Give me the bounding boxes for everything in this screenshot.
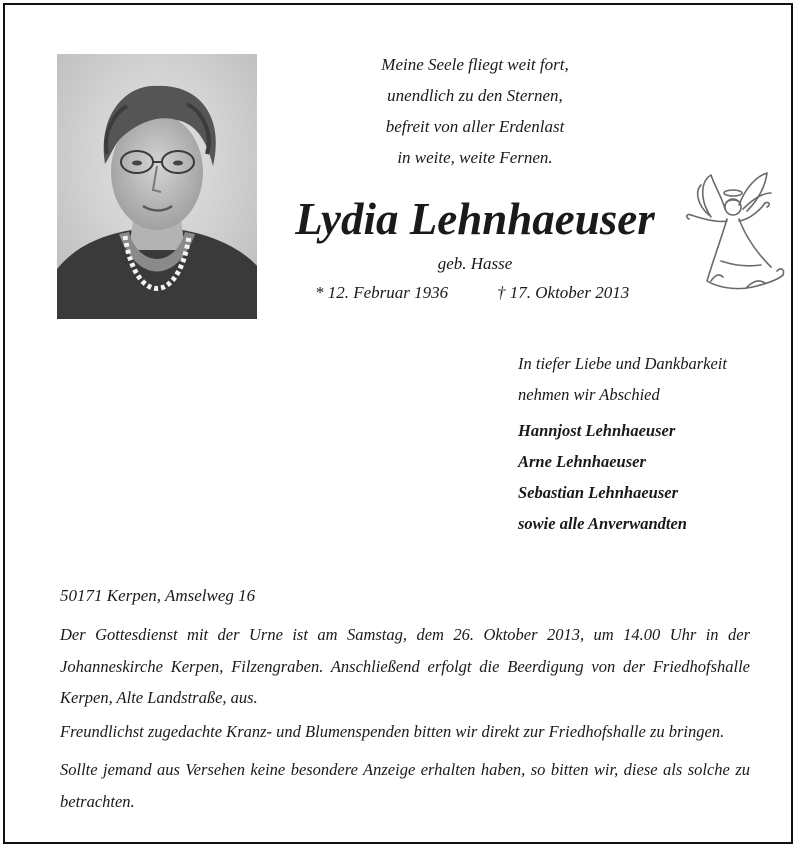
poem-line: befreit von aller Erdenlast [385,117,565,136]
notice-disclaimer: Sollte jemand aus Versehen keine besondere Anzeige erhalten haben, so bitten wir, diese als solche zu betrachten. [60,760,750,811]
mourners-intro [518,348,788,410]
mourners-block [518,348,788,539]
poem-line: unendlich zu den Sternen, [387,86,563,105]
poem [305,49,645,173]
intro-line: nehmen wir Abschied [518,385,660,404]
deceased-name: Lydia Lehnhaeuser [295,194,655,244]
family-address: 50171 Kerpen, Amselweg 16 [60,586,256,605]
portrait-photo-graphic [57,54,257,319]
death-date: † 17. Oktober 2013 [497,283,630,302]
birth-date: * 12. Februar 1936 [315,283,449,302]
angel-icon [681,169,787,301]
mourner-name: Hannjost Lehnhaeuser [518,421,676,440]
mourner-name: Arne Lehnhaeuser [518,452,646,471]
intro-line: In tiefer Liebe und Dankbarkeit [518,354,727,373]
angel-icon-graphic [681,169,787,301]
maiden-name: geb. Hasse [437,254,513,273]
mourners-names [518,415,788,539]
funeral-service-info: Der Gottesdienst mit der Urne ist am Samstag, dem 26. Oktober 2013, um 14.00 Uhr in der Johanneskirche Kerpen, Filzengraben. Anschließend erfolgt die Beerdigung von der Friedhofshalle Kerpen, Alte Landstraße, aus. [60,625,750,707]
poem-line: in weite, weite Fernen. [397,148,553,167]
flower-donation-note: Freundlichst zugedachte Kranz- und Blumenspenden bitten wir direkt zur Friedhofshalle zu bringen. [60,722,725,741]
portrait-photo [57,54,257,319]
obituary-card [3,3,793,844]
poem-line: Meine Seele fliegt weit fort, [381,55,569,74]
mourner-name: Sebastian Lehnhaeuser [518,483,678,502]
mourner-name: sowie alle Anverwandten [518,514,687,533]
